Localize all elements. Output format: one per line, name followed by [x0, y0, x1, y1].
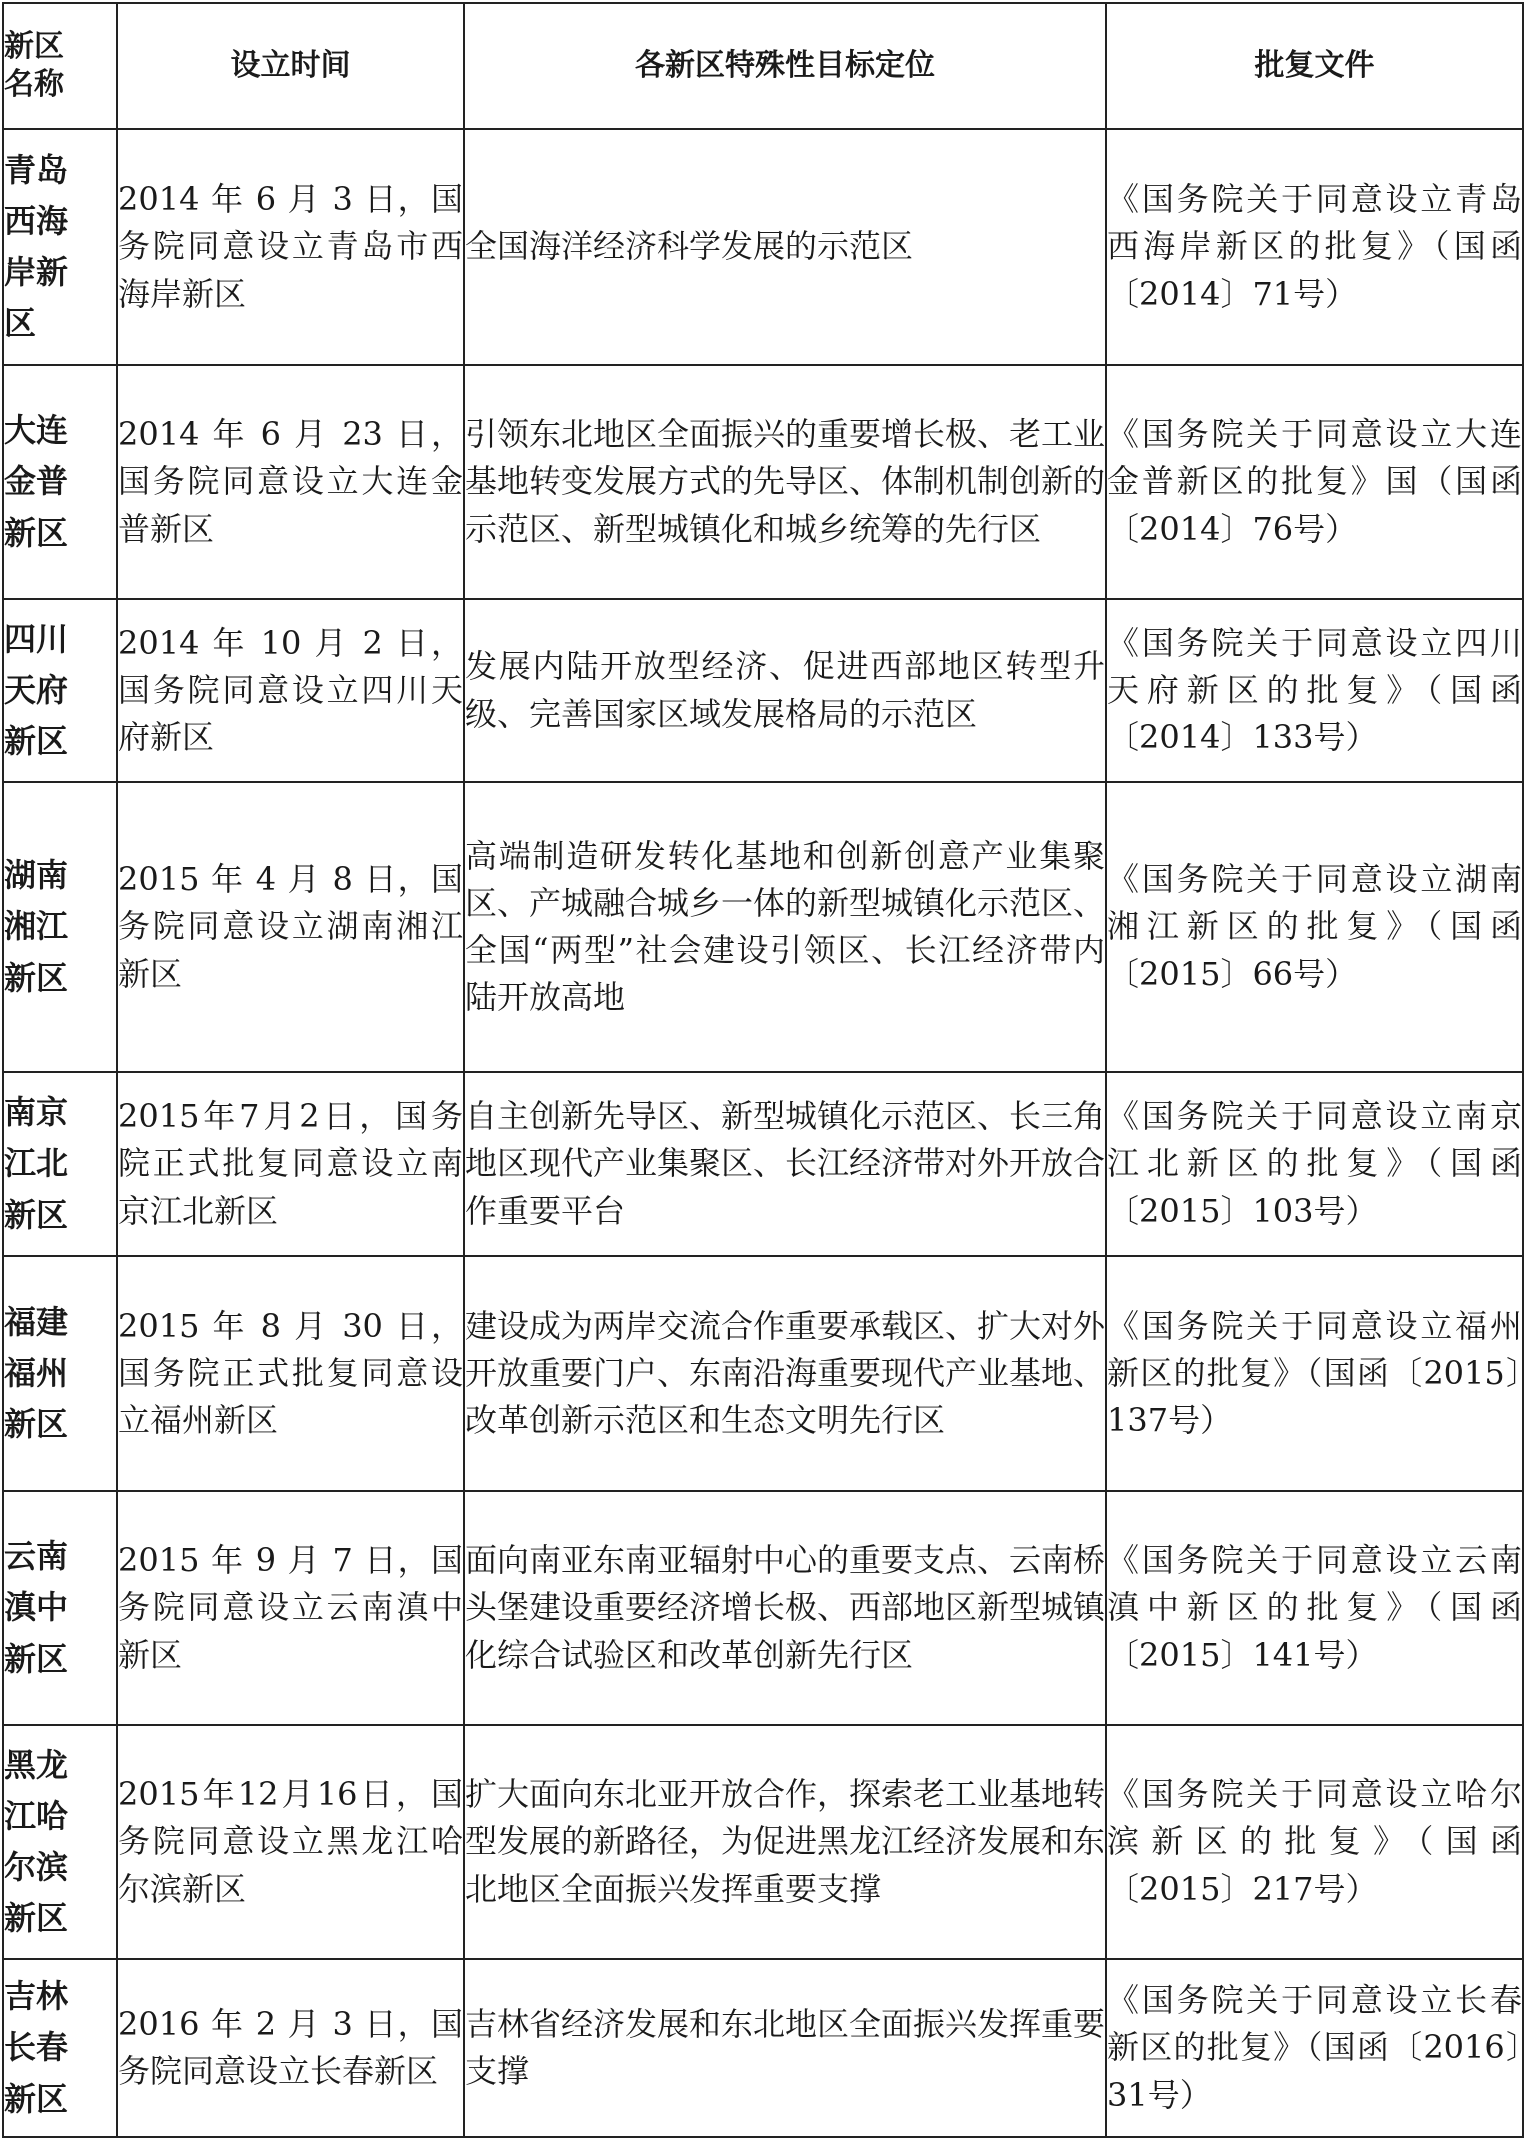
goal-cell: 引领东北地区全面振兴的重要增长极、老工业基地转变发展方式的先导区、体制机制创新的示范区、新型城镇化和城乡统筹的先行区 [464, 365, 1106, 599]
header-approval-document: 批复文件 [1106, 3, 1523, 129]
table-row [3, 1491, 1523, 1725]
goal-cell: 面向南亚东南亚辐射中心的重要支点、云南桥头堡建设重要经济增长极、西部地区新型城镇化综合试验区和改革创新先行区 [464, 1491, 1106, 1725]
table-row [3, 129, 1523, 365]
approval-document-cell: 《国务院关于同意设立福州新区的批复》（国函〔2015〕137号） [1106, 1256, 1523, 1491]
goal-cell: 高端制造研发转化基地和创新创意产业集聚区、产城融合城乡一体的新型城镇化示范区、全国“两型”社会建设引领区、长江经济带内陆开放高地 [464, 782, 1106, 1072]
table-row [3, 1725, 1523, 1959]
table-row [3, 365, 1523, 599]
district-name-cell: 福建 福州 新区 [3, 1256, 117, 1491]
district-name-cell: 大连 金普 新区 [3, 365, 117, 599]
header-district-name-line-2: 名称 [4, 67, 64, 102]
goal-cell: 建设成为两岸交流合作重要承载区、扩大对外开放重要门户、东南沿海重要现代产业基地、改革创新示范区和生态文明先行区 [464, 1256, 1106, 1491]
goal-cell: 自主创新先导区、新型城镇化示范区、长三角地区现代产业集聚区、长江经济带对外开放合作重要平台 [464, 1072, 1106, 1256]
established-date-cell: 2015年12月16日，国务院同意设立黑龙江哈尔滨新区 [117, 1725, 464, 1959]
district-name-cell: 吉林 长春 新区 [3, 1959, 117, 2137]
table-row [3, 1072, 1523, 1256]
header-established-date: 设立时间 [117, 3, 464, 129]
goal-cell: 发展内陆开放型经济、促进西部地区转型升级、完善国家区域发展格局的示范区 [464, 599, 1106, 782]
established-date-cell: 2015 年 8 月 30 日，国务院正式批复同意设立福州新区 [117, 1256, 464, 1491]
header-district-name [3, 3, 117, 129]
established-date-cell: 2015 年 9 月 7 日，国务院同意设立云南滇中新区 [117, 1491, 464, 1725]
established-date-cell: 2016 年 2 月 3 日，国务院同意设立长春新区 [117, 1959, 464, 2137]
district-name-cell: 湖南 湘江 新区 [3, 782, 117, 1072]
established-date-cell: 2014 年 10 月 2 日，国务院同意设立四川天府新区 [117, 599, 464, 782]
goal-cell: 全国海洋经济科学发展的示范区 [464, 129, 1106, 365]
approval-document-cell: 《国务院关于同意设立湖南湘江新区的批复》（国函〔2015〕66号） [1106, 782, 1523, 1072]
approval-document-cell: 《国务院关于同意设立青岛西海岸新区的批复》（国函〔2014〕71号） [1106, 129, 1523, 365]
table-row [3, 599, 1523, 782]
header-goal-positioning: 各新区特殊性目标定位 [464, 3, 1106, 129]
established-date-cell: 2014 年 6 月 23 日，国务院同意设立大连金普新区 [117, 365, 464, 599]
new-districts-table [2, 2, 1524, 2138]
header-district-name-line-1: 新区 [4, 28, 64, 64]
established-date-cell: 2015年7月2日，国务院正式批复同意设立南京江北新区 [117, 1072, 464, 1256]
district-name-cell: 四川 天府 新区 [3, 599, 117, 782]
established-date-cell: 2014 年 6 月 3 日，国务院同意设立青岛市西海岸新区 [117, 129, 464, 365]
approval-document-cell: 《国务院关于同意设立南京江北新区的批复》（国函〔2015〕103号） [1106, 1072, 1523, 1256]
district-name-cell: 黑龙 江哈 尔滨 新区 [3, 1725, 117, 1959]
table-row [3, 1256, 1523, 1491]
table-row [3, 1959, 1523, 2137]
district-name-cell: 青岛 西海 岸新 区 [3, 129, 117, 365]
approval-document-cell: 《国务院关于同意设立云南滇中新区的批复》（国函〔2015〕141号） [1106, 1491, 1523, 1725]
table-row [3, 782, 1523, 1072]
district-name-cell: 云南 滇中 新区 [3, 1491, 117, 1725]
approval-document-cell: 《国务院关于同意设立四川天府新区的批复》（国函〔2014〕133号） [1106, 599, 1523, 782]
approval-document-cell: 《国务院关于同意设立哈尔滨新区的批复》（国函〔2015〕217号） [1106, 1725, 1523, 1959]
established-date-cell: 2015 年 4 月 8 日，国务院同意设立湖南湘江新区 [117, 782, 464, 1072]
goal-cell: 扩大面向东北亚开放合作，探索老工业基地转型发展的新路径，为促进黑龙江经济发展和东北地区全面振兴发挥重要支撑 [464, 1725, 1106, 1959]
goal-cell: 吉林省经济发展和东北地区全面振兴发挥重要支撑 [464, 1959, 1106, 2137]
approval-document-cell: 《国务院关于同意设立长春新区的批复》（国函〔2016〕31号） [1106, 1959, 1523, 2137]
approval-document-cell: 《国务院关于同意设立大连金普新区的批复》国（国函〔2014〕76号） [1106, 365, 1523, 599]
header-row [3, 3, 1523, 129]
district-name-cell: 南京 江北 新区 [3, 1072, 117, 1256]
